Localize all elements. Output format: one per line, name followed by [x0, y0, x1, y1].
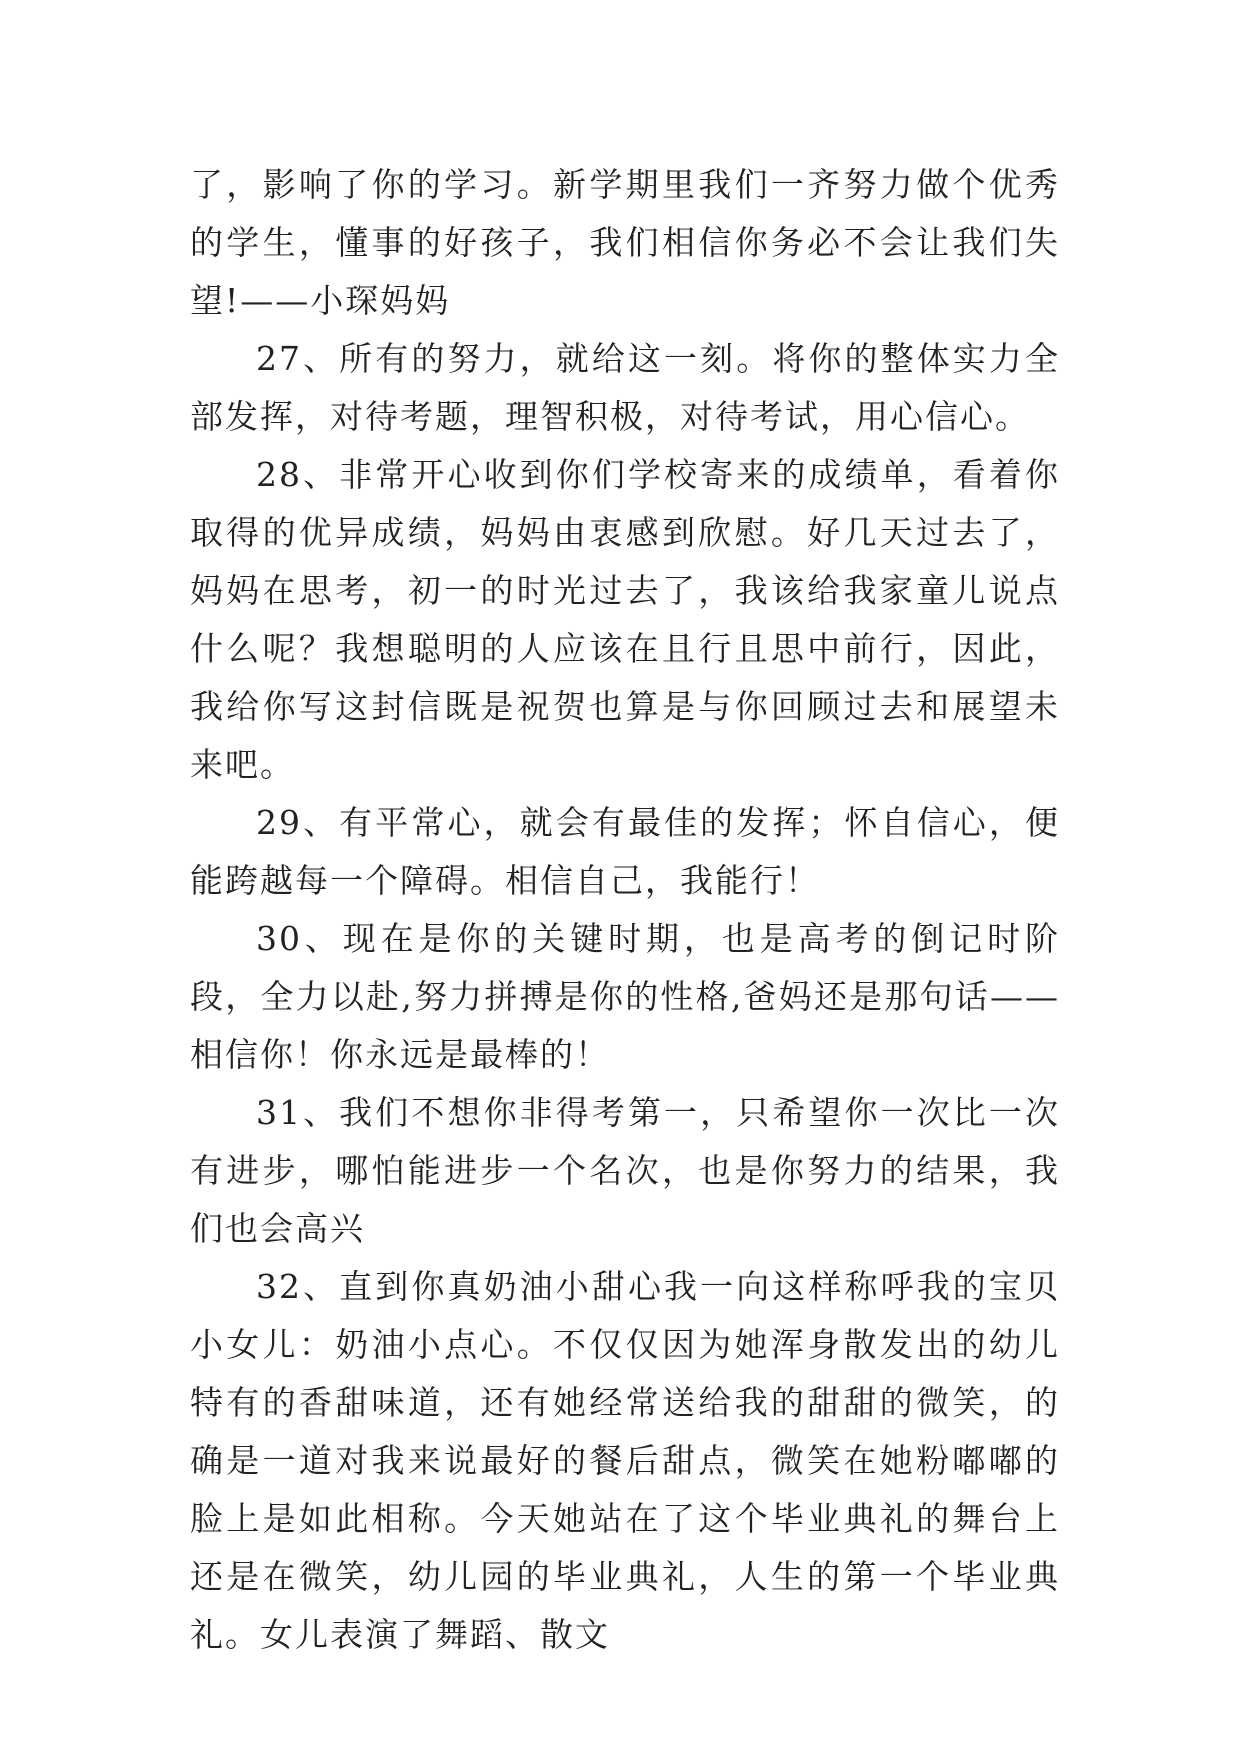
paragraph-31: 31、我们不想你非得考第一，只希望你一次比一次有进步，哪怕能进步一个名次，也是你努力的结果，我们也会高兴: [190, 1093, 1060, 1248]
paragraph-27: 27、所有的努力，就给这一刻。将你的整体实力全部发挥，对待考题，理智积极，对待考试，用心信心。: [190, 339, 1060, 436]
paragraph-29: 29、有平常心，就会有最佳的发挥；怀自信心，便能跨越每一个障碍。相信自己，我能行！: [190, 803, 1060, 900]
paragraph-32: 32、直到你真奶油小甜心我一向这样称呼我的宝贝小女儿：奶油小点心。不仅仅因为她浑身散发出的幼儿特有的香甜味道，还有她经常送给我的甜甜的微笑，的确是一道对我来说最好的餐后甜点，微笑在她粉嘟嘟的脸上是如此相称。今天她站在了这个毕业典礼的舞台上还是在微笑，幼儿园的毕业典礼，人生的第一个毕业典礼。女儿表演了舞蹈、散文: [190, 1267, 1060, 1654]
paragraph-28: 28、非常开心收到你们学校寄来的成绩单，看着你取得的优异成绩，妈妈由衷感到欣慰。好几天过去了，妈妈在思考，初一的时光过去了，我该给我家童儿说点什么呢？我想聪明的人应该在且行且思中前行，因此，我给你写这封信既是祝贺也算是与你回顾过去和展望未来吧。: [190, 455, 1060, 784]
document-body: [190, 156, 1060, 1664]
paragraph-30: 30、现在是你的关键时期，也是高考的倒记时阶段，全力以赴,努力拼搏是你的性格,爸妈还是那句话——相信你！你永远是最棒的！: [190, 919, 1060, 1074]
paragraph-continued: 了，影响了你的学习。新学期里我们一齐努力做个优秀的学生，懂事的好孩子，我们相信你务必不会让我们失望!——小琛妈妈: [190, 165, 1060, 320]
